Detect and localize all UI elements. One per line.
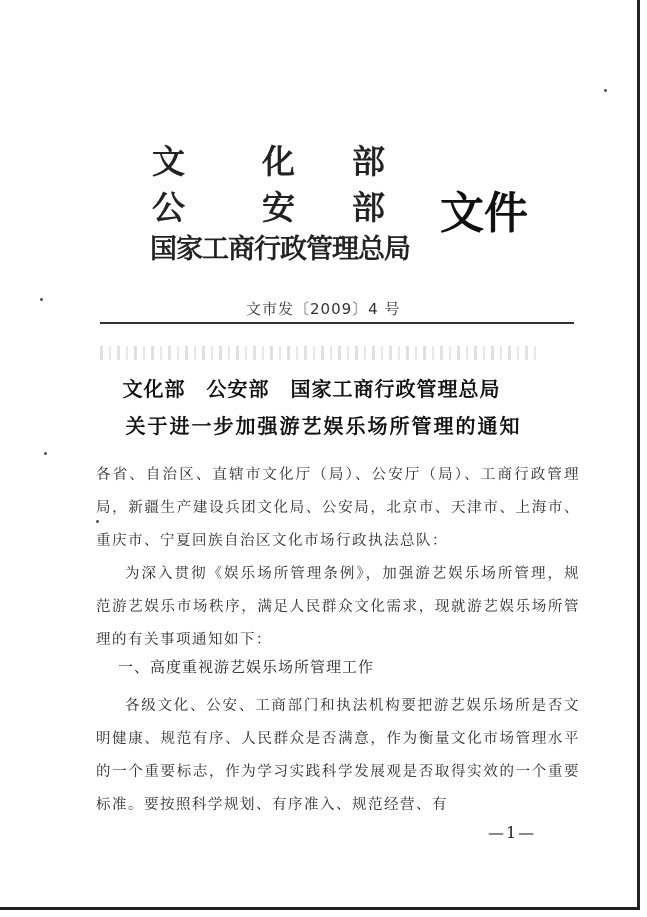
document-type-label: 文件	[440, 188, 528, 239]
scan-speck	[40, 298, 43, 301]
issuer-saic: 国家工商行政管理总局	[150, 234, 410, 265]
issuer-char: 部	[352, 142, 385, 181]
issuer-char: 公	[152, 188, 185, 227]
scan-speck	[44, 452, 47, 455]
issuer-char: 部	[352, 188, 385, 227]
scan-noise	[100, 346, 540, 360]
issuer-char: 化	[262, 142, 295, 181]
document-title-line2: 关于进一步加强游艺娱乐场所管理的通知	[125, 414, 522, 438]
issuer-char: 文	[152, 142, 185, 181]
issuer-char: 安	[262, 188, 295, 227]
header-divider	[100, 322, 574, 324]
scan-speck	[604, 89, 607, 92]
intro-paragraph: 为深入贯彻《娱乐场所管理条例》，加强游艺娱乐场所管理，规范游艺娱乐市场秩序，满足人民群众文化需求，现就游艺娱乐场所管理的有关事项通知如下：	[96, 566, 580, 648]
scan-speck	[96, 520, 99, 523]
addressees-paragraph: 各省、自治区、直辖市文化厅（局）、公安厅（局）、工商行政管理局，新疆生产建设兵团文化局、公安局，北京市、天津市、上海市、重庆市、宁夏回族自治区文化市场行政执法总队：	[96, 467, 580, 549]
page-number: —1—	[488, 823, 537, 842]
document-title-line1: 文化部 公安部 国家工商行政管理总局	[122, 377, 501, 401]
section-heading: 一、高度重视游艺娱乐场所管理工作	[118, 658, 375, 676]
document-number: 文市发〔2009〕4 号	[246, 300, 401, 318]
section-paragraph: 各级文化、公安、工商部门和执法机构要把游艺娱乐场所是否文明健康、规范有序、人民群众是否满意，作为衡量文化市场管理水平的一个重要标志，作为学习实践科学发展观是否取得实效的一个重要标准。要按照科学规划、有序准入、规范经营、有	[96, 698, 580, 813]
